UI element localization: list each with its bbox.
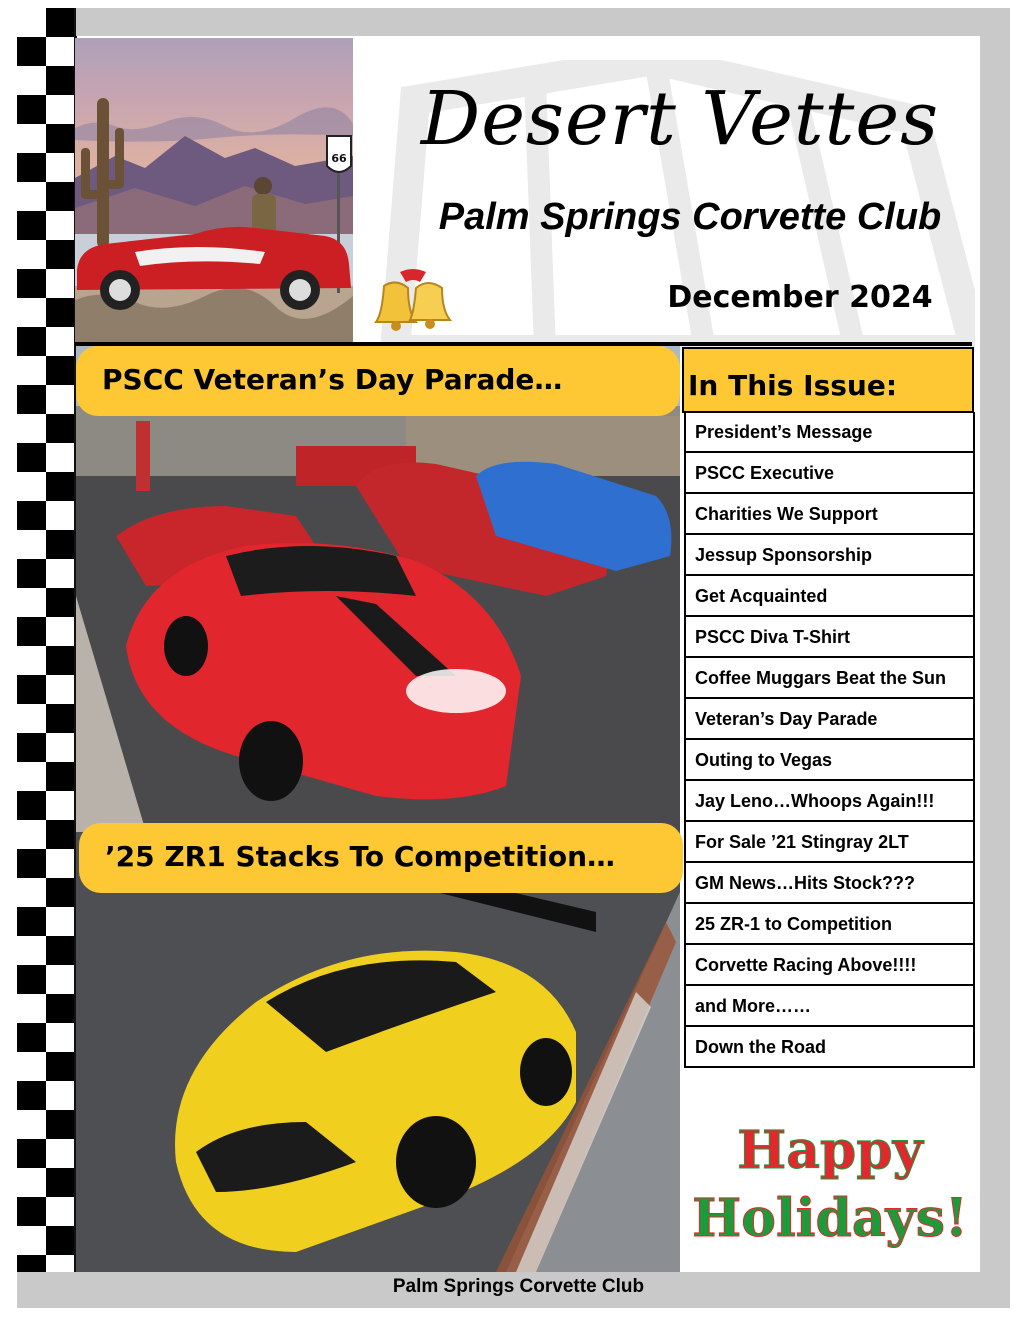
contents-item[interactable]: and More……	[686, 986, 973, 1027]
header-illustration	[75, 38, 353, 343]
greeting-line-2: Holidays!	[692, 1188, 968, 1249]
parade-headline-banner: PSCC Veteran’s Day Parade…	[76, 346, 680, 416]
veterans-day-parade-photo	[76, 346, 680, 832]
greeting-line-1: Happy	[737, 1120, 923, 1181]
contents-item[interactable]: Outing to Vegas	[686, 740, 973, 781]
contents-item[interactable]: GM News…Hits Stock???	[686, 863, 973, 904]
contents-item[interactable]: Veteran’s Day Parade	[686, 699, 973, 740]
contents-item[interactable]: PSCC Executive	[686, 453, 973, 494]
route-66-sign: 66	[331, 152, 347, 165]
contents-item[interactable]: Get Acquainted	[686, 576, 973, 617]
zr1-headline-banner: ’25 ZR1 Stacks To Competition…	[79, 823, 683, 893]
club-subtitle: Palm Springs Corvette Club	[438, 196, 942, 238]
contents-item[interactable]: President’s Message	[686, 412, 973, 453]
contents-item[interactable]: 25 ZR-1 to Competition	[686, 904, 973, 945]
contents-heading: In This Issue:	[682, 347, 974, 413]
contents-item[interactable]: For Sale ’21 Stingray 2LT	[686, 822, 973, 863]
page-frame-right	[980, 8, 1010, 1308]
christmas-bells-icon	[370, 264, 456, 334]
page-frame-top	[76, 8, 1010, 36]
newsletter-title: Desert Vettes	[420, 76, 940, 162]
contents-item[interactable]: Jessup Sponsorship	[686, 535, 973, 576]
contents-item[interactable]: Corvette Racing Above!!!!	[686, 945, 973, 986]
contents-list	[684, 412, 975, 1068]
contents-item[interactable]: Coffee Muggars Beat the Sun	[686, 658, 973, 699]
contents-item[interactable]: Down the Road	[686, 1027, 973, 1068]
issue-date: December 2024	[667, 280, 933, 315]
contents-item[interactable]: PSCC Diva T-Shirt	[686, 617, 973, 658]
happy-holidays-greeting	[690, 1110, 970, 1250]
contents-item[interactable]: Charities We Support	[686, 494, 973, 535]
contents-item[interactable]: Jay Leno…Whoops Again!!!	[686, 781, 973, 822]
checkered-border	[17, 8, 77, 1276]
zr1-track-photo	[76, 832, 680, 1272]
footer-club-name: Palm Springs Corvette Club	[392, 1276, 645, 1297]
